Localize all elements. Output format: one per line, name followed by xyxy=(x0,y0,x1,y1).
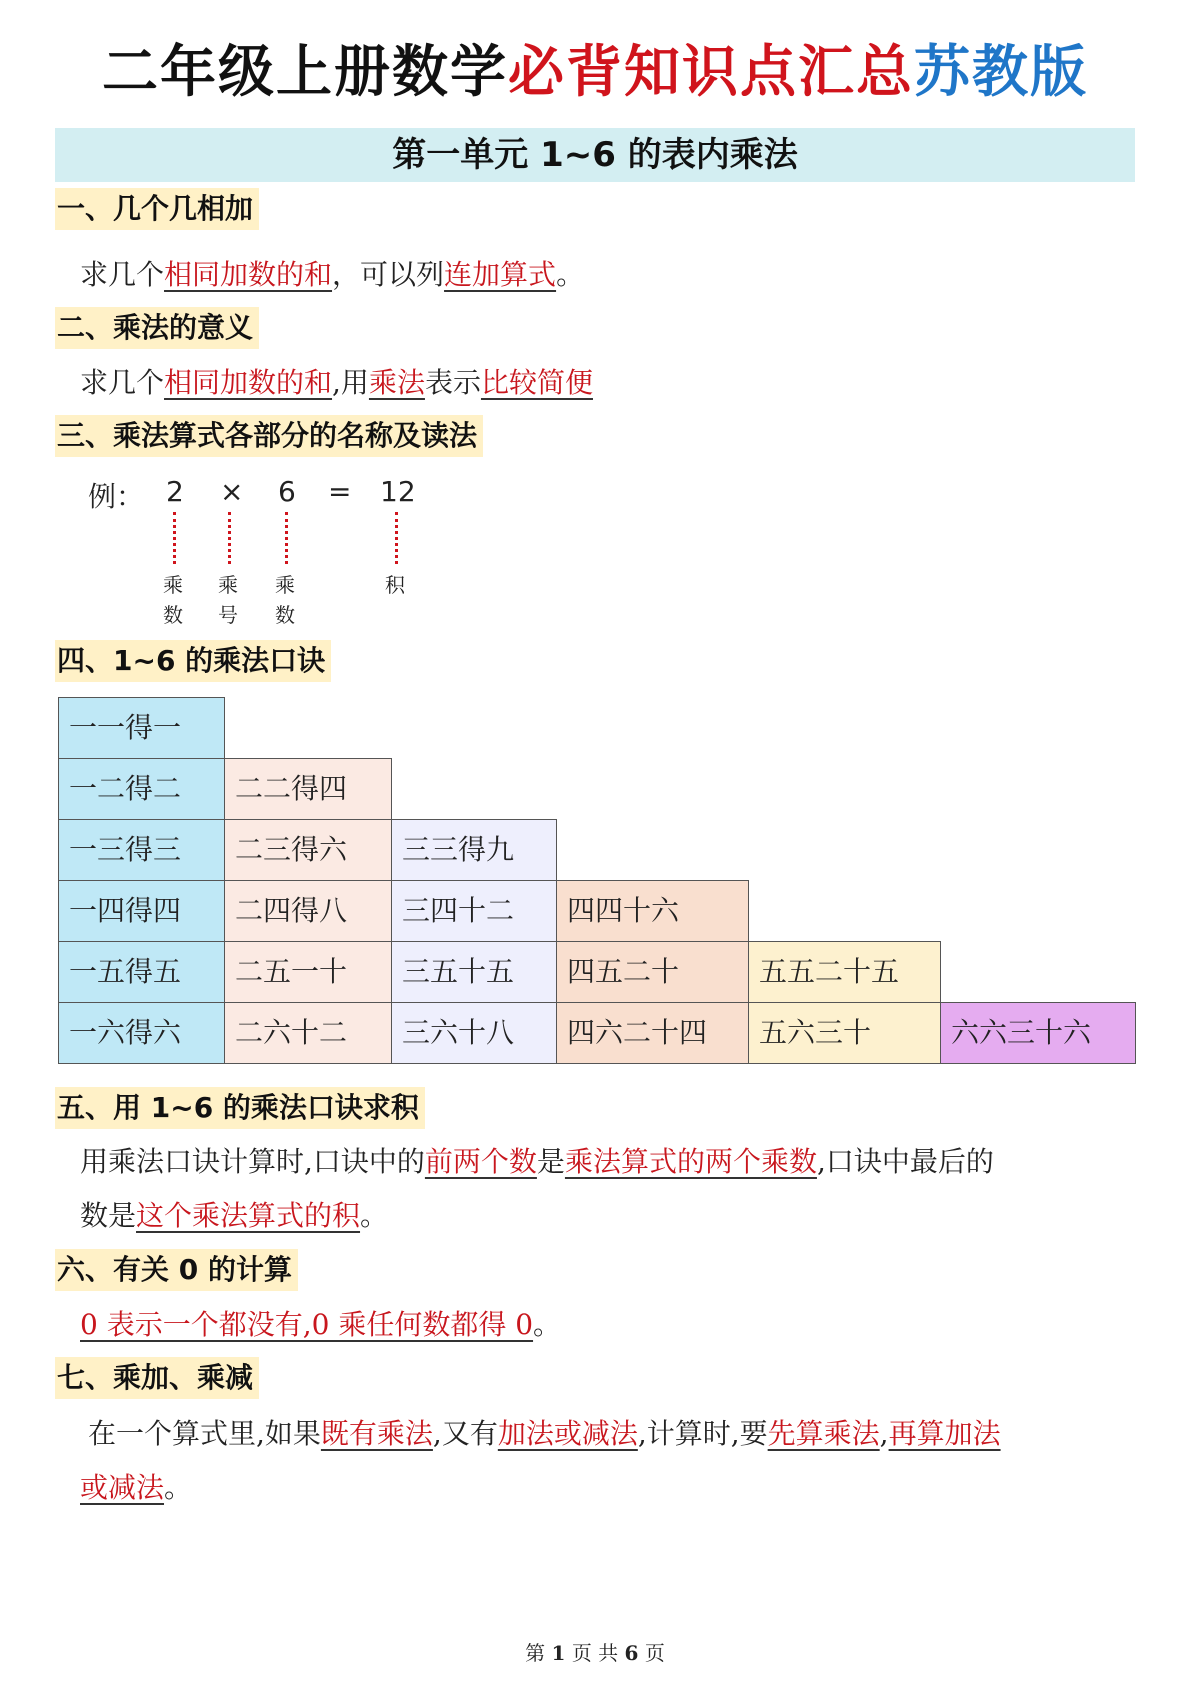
dotted-connector xyxy=(228,512,231,564)
key-term: 加法或减法 xyxy=(497,1417,638,1450)
key-term: 乘法算式的两个乘数 xyxy=(564,1145,817,1178)
key-term: 既有乘法 xyxy=(320,1417,433,1450)
table-cell: 二四得八 xyxy=(224,880,392,942)
table-cell: 二五一十 xyxy=(224,941,392,1003)
table-cell: 三三得九 xyxy=(391,819,557,881)
table-cell: 二六十二 xyxy=(224,1002,392,1064)
section-5-text-line-2: 数是这个乘法算式的积。 xyxy=(80,1199,389,1232)
key-term: 前两个数 xyxy=(424,1145,537,1178)
table-cell: 五六三十 xyxy=(748,1002,941,1064)
example-product: 12 xyxy=(380,475,416,508)
dotted-connector xyxy=(395,512,398,564)
key-term: 乘法 xyxy=(368,366,425,399)
example-factor-1: 2 xyxy=(166,475,184,508)
section-2-heading: 二、乘法的意义 xyxy=(55,307,259,349)
section-6-heading: 六、有关 0 的计算 xyxy=(55,1249,298,1291)
table-cell: 三五十五 xyxy=(391,941,557,1003)
table-cell: 一二得二 xyxy=(58,758,225,820)
key-term: 先算乘法 xyxy=(767,1417,880,1450)
current-page: 1 xyxy=(551,1641,566,1665)
table-cell: 三六十八 xyxy=(391,1002,557,1064)
total-pages: 6 xyxy=(624,1641,639,1665)
label-multiplier: 乘 数 xyxy=(275,573,295,627)
table-cell: 一四得四 xyxy=(58,880,225,942)
section-1-text: 求几个相同加数的和，可以列连加算式。 xyxy=(80,258,585,291)
example-times-sign: × xyxy=(220,475,244,508)
key-term: 连加算式 xyxy=(444,258,557,291)
dotted-connector xyxy=(173,512,176,564)
key-term: 相同加数的和 xyxy=(164,258,333,291)
title-grade: 二年级上册数学 xyxy=(102,40,508,105)
table-cell: 一五得五 xyxy=(58,941,225,1003)
table-cell: 二三得六 xyxy=(224,819,392,881)
table-cell: 六六三十六 xyxy=(940,1002,1136,1064)
page-footer: 第 1 页 共 6 页 xyxy=(525,1641,665,1665)
section-7-heading: 七、乘加、乘减 xyxy=(55,1357,259,1399)
key-term: 再算加法 xyxy=(888,1417,1001,1450)
example-equals-sign: = xyxy=(328,475,352,508)
key-term: 0 表示一个都没有,0 乘任何数都得 0 xyxy=(80,1308,534,1341)
unit-title: 第一单元 1~6 的表内乘法 xyxy=(55,128,1135,182)
table-cell: 二二得四 xyxy=(224,758,392,820)
table-cell: 四四十六 xyxy=(556,880,749,942)
section-7-text-line-1: 在一个算式里,如果既有乘法,又有加法或减法,计算时,要先算乘法,再算加法 xyxy=(88,1417,1001,1450)
section-5-text-line-1: 用乘法口诀计算时,口诀中的前两个数是乘法算式的两个乘数,口诀中最后的 xyxy=(80,1145,994,1178)
example-label: 例： xyxy=(88,480,145,513)
section-1-heading: 一、几个几相加 xyxy=(55,188,259,230)
key-term: 比较简便 xyxy=(480,366,593,399)
label-times-sign: 乘 号 xyxy=(218,573,238,627)
section-3-heading: 三、乘法算式各部分的名称及读法 xyxy=(55,415,483,457)
example-factor-2: 6 xyxy=(278,475,296,508)
table-cell: 四五二十 xyxy=(556,941,749,1003)
table-cell: 一三得三 xyxy=(58,819,225,881)
label-multiplicand: 乘 数 xyxy=(163,573,183,627)
key-term: 相同加数的和 xyxy=(164,366,333,399)
section-4-heading: 四、1~6 的乘法口诀 xyxy=(55,640,331,682)
table-cell: 一一得一 xyxy=(58,697,225,759)
dotted-connector xyxy=(285,512,288,564)
page-title xyxy=(0,28,1190,108)
section-5-heading: 五、用 1~6 的乘法口诀求积 xyxy=(55,1087,425,1129)
section-7-text-line-2: 或减法。 xyxy=(80,1471,193,1504)
key-term: 这个乘法算式的积 xyxy=(136,1199,361,1232)
key-term: 或减法 xyxy=(80,1471,165,1504)
section-2-text: 求几个相同加数的和,用乘法表示比较简便 xyxy=(80,366,593,399)
title-topic: 必背知识点汇总 xyxy=(508,40,914,105)
title-edition: 苏教版 xyxy=(914,40,1088,105)
section-6-text: 0 表示一个都没有,0 乘任何数都得 0。 xyxy=(80,1308,562,1341)
table-cell: 三四十二 xyxy=(391,880,557,942)
table-cell: 五五二十五 xyxy=(748,941,941,1003)
table-cell: 一六得六 xyxy=(58,1002,225,1064)
table-cell: 四六二十四 xyxy=(556,1002,749,1064)
label-product: 积 xyxy=(385,573,405,597)
